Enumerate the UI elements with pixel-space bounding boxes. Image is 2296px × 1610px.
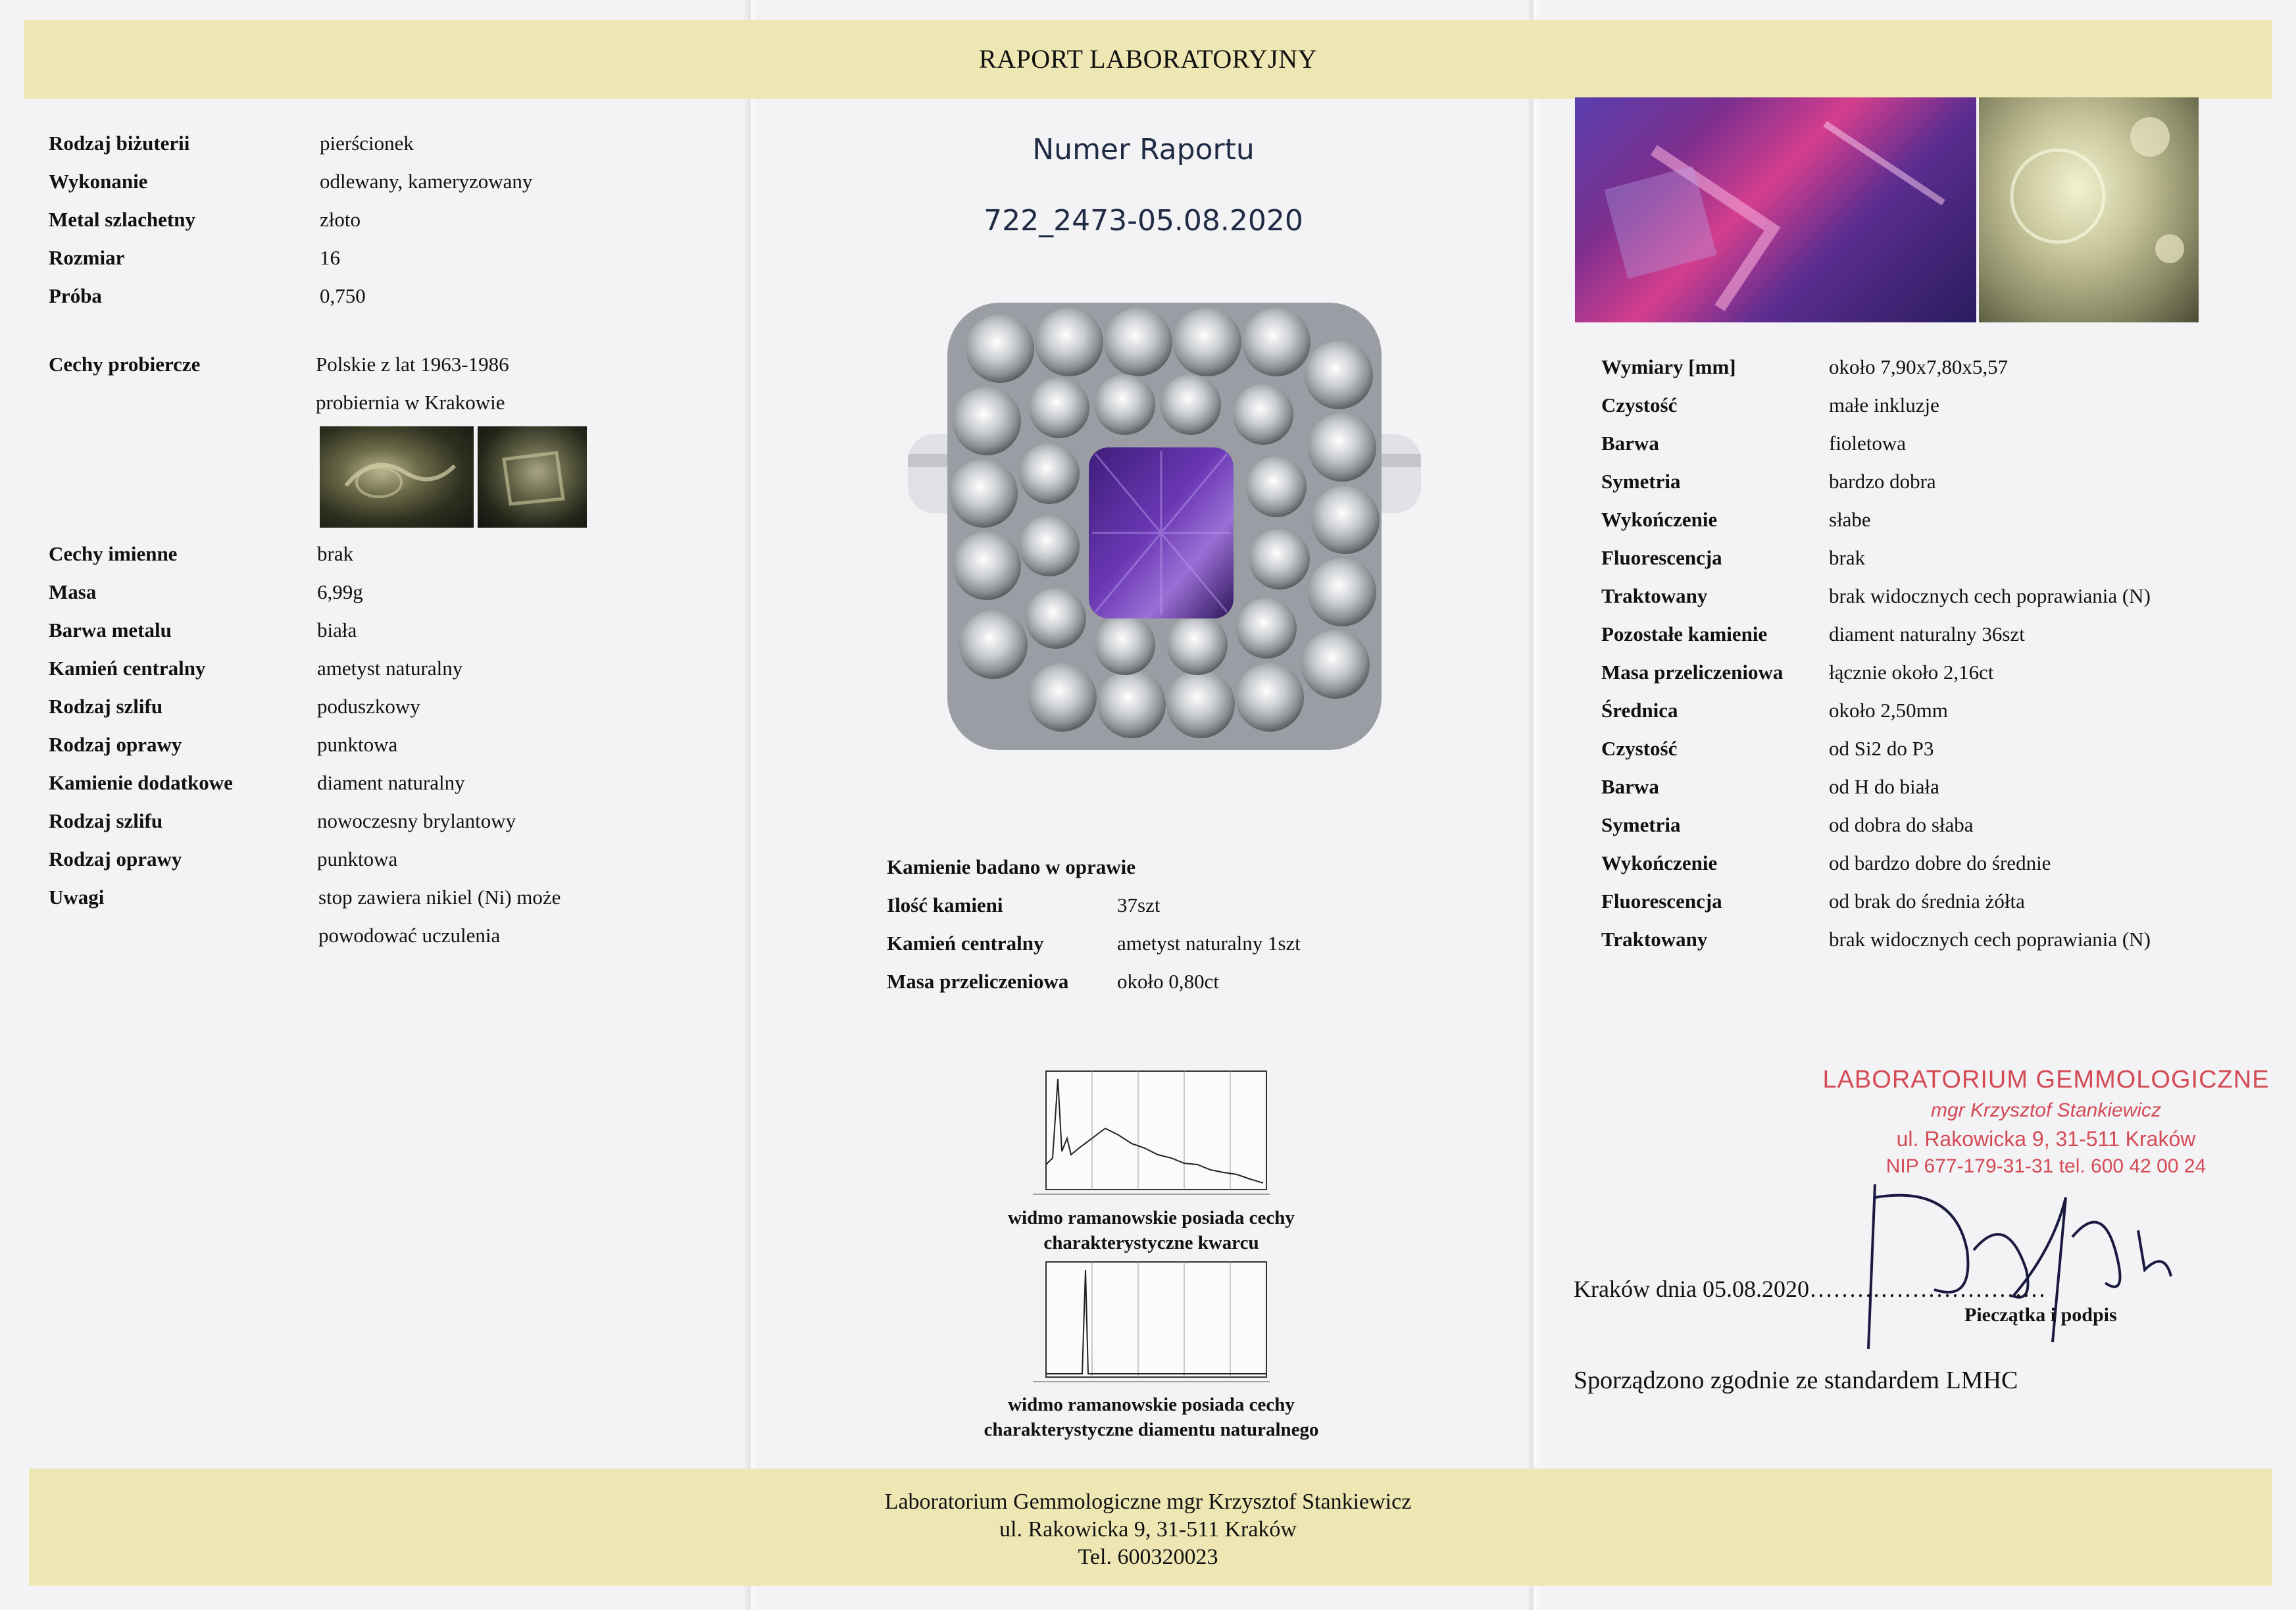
signature-label: Pieczątka i podpis bbox=[1964, 1304, 2117, 1326]
detail-value: od brak do średnia żółta bbox=[1829, 890, 2025, 913]
spectrum-caption-quartz bbox=[947, 1205, 1355, 1255]
spectrum-caption-diamond bbox=[928, 1392, 1375, 1442]
detail-label: Masa przeliczeniowa bbox=[887, 970, 1069, 993]
detail-value: odlewany, kameryzowany bbox=[320, 170, 533, 193]
footer-line: Tel. 600320023 bbox=[1078, 1545, 1218, 1569]
caption-line: widmo ramanowskie posiada cechy bbox=[1008, 1207, 1295, 1228]
detail-value: 6,99g bbox=[317, 580, 363, 603]
detail-value: brak widocznych cech poprawiania (N) bbox=[1829, 584, 2151, 607]
footer-address bbox=[0, 1488, 2296, 1571]
detail-label: Rodzaj oprawy bbox=[49, 733, 182, 756]
caption-line: charakterystyczne diamentu naturalnego bbox=[984, 1419, 1319, 1440]
detail-label: Czystość bbox=[1601, 393, 1678, 416]
detail-label: Uwagi bbox=[49, 886, 105, 909]
detail-label: Metal szlachetny bbox=[49, 208, 195, 231]
detail-value: od bardzo dobre do średnie bbox=[1829, 851, 2051, 874]
detail-value: brak bbox=[317, 542, 354, 565]
footer-line: Laboratorium Gemmologiczne mgr Krzysztof Stankiewicz bbox=[884, 1490, 1412, 1514]
place-date-row bbox=[1574, 1275, 2046, 1303]
detail-label: Rodzaj biżuterii bbox=[49, 132, 190, 155]
detail-value: poduszkowy bbox=[317, 695, 420, 718]
detail-label: Kamień centralny bbox=[887, 932, 1044, 955]
inclusion-photo-diamond bbox=[1979, 97, 2199, 322]
detail-value: brak widocznych cech poprawiania (N) bbox=[1829, 928, 2151, 951]
detail-value: probiernia w Krakowie bbox=[316, 391, 505, 414]
detail-label: Rodzaj szlifu bbox=[49, 695, 163, 718]
detail-value: bardzo dobra bbox=[1829, 470, 1936, 493]
detail-value: brak bbox=[1829, 546, 1866, 569]
inclusion-pattern bbox=[1575, 97, 1976, 322]
detail-value: biała bbox=[317, 618, 357, 641]
detail-value: diament naturalny 36szt bbox=[1829, 622, 2025, 645]
detail-value: Polskie z lat 1963-1986 bbox=[316, 353, 509, 376]
detail-value: łącznie około 2,16ct bbox=[1829, 661, 1994, 684]
detail-label: Ilość kamieni bbox=[887, 893, 1003, 917]
detail-value: 37szt bbox=[1117, 893, 1160, 917]
hallmark-photo-1 bbox=[320, 426, 474, 528]
report-number: 722_2473-05.08.2020 bbox=[984, 204, 1303, 238]
signature bbox=[1855, 1171, 2224, 1355]
detail-value: ametyst naturalny 1szt bbox=[1117, 932, 1301, 955]
report-title: RAPORT LABORATORYJNY bbox=[978, 44, 1317, 74]
detail-value: ametyst naturalny bbox=[317, 657, 463, 680]
detail-label: Wymiary [mm] bbox=[1601, 355, 1736, 378]
detail-value: od Si2 do P3 bbox=[1829, 737, 1934, 760]
detail-label: Cechy probiercze bbox=[49, 353, 201, 376]
detail-label: Próba bbox=[49, 284, 102, 307]
detail-value: punktowa bbox=[317, 733, 398, 756]
detail-value: około 0,80ct bbox=[1117, 970, 1219, 993]
caption-line: widmo ramanowskie posiada cechy bbox=[1008, 1394, 1295, 1415]
detail-label: Rodzaj szlifu bbox=[49, 809, 163, 832]
detail-value: diament naturalny bbox=[317, 771, 465, 794]
detail-value: 0,750 bbox=[320, 284, 366, 307]
hallmark-photo-2 bbox=[478, 426, 587, 528]
detail-label: Pozostałe kamienie bbox=[1601, 622, 1768, 645]
detail-label: Rodzaj oprawy bbox=[49, 847, 182, 870]
detail-value: powodować uczulenia bbox=[318, 924, 501, 947]
stamp-line: LABORATORIUM GEMMOLOGICZNE bbox=[1822, 1066, 2270, 1094]
detail-value: słabe bbox=[1829, 508, 1871, 531]
detail-label: Cechy imienne bbox=[49, 542, 178, 565]
detail-label: Rozmiar bbox=[49, 246, 125, 269]
detail-label: Masa przeliczeniowa bbox=[1601, 661, 1784, 684]
detail-value: pierścionek bbox=[320, 132, 414, 155]
detail-value: około 7,90x7,80x5,57 bbox=[1829, 355, 2009, 378]
detail-label: Wykończenie bbox=[1601, 508, 1718, 531]
detail-label: Wykończenie bbox=[1601, 851, 1718, 874]
detail-label: Średnica bbox=[1601, 699, 1678, 722]
signature-dots: ………………………… bbox=[1809, 1276, 2046, 1302]
detail-label: Symetria bbox=[1601, 813, 1681, 836]
detail-value: złoto bbox=[320, 208, 361, 231]
lab-stamp bbox=[1816, 1066, 2276, 1178]
place-date: Kraków dnia 05.08.2020 bbox=[1574, 1276, 1809, 1302]
detail-label: Traktowany bbox=[1601, 584, 1708, 607]
detail-label: Fluorescencja bbox=[1601, 546, 1722, 569]
detail-value: fioletowa bbox=[1829, 432, 1907, 455]
detail-value: od H do biała bbox=[1829, 775, 1939, 798]
detail-value: od dobra do słaba bbox=[1829, 813, 1974, 836]
fold-line-right bbox=[1526, 0, 1541, 1610]
hallmark-stamp-icon bbox=[320, 426, 474, 528]
raman-spectrum-diamond bbox=[1033, 1257, 1270, 1388]
fold-line-left bbox=[743, 0, 758, 1610]
detail-value: stop zawiera nikiel (Ni) może bbox=[318, 886, 561, 909]
detail-value: małe inkluzje bbox=[1829, 393, 1939, 416]
inclusion-pattern bbox=[1979, 97, 2199, 322]
detail-label: Fluorescencja bbox=[1601, 890, 1722, 913]
detail-value: 16 bbox=[320, 246, 340, 269]
detail-label: Traktowany bbox=[1601, 928, 1708, 951]
footer-line: ul. Rakowicka 9, 31-511 Kraków bbox=[999, 1517, 1297, 1542]
detail-value: około 2,50mm bbox=[1829, 699, 1948, 722]
detail-label: Kamień centralny bbox=[49, 657, 206, 680]
stamp-line: ul. Rakowicka 9, 31-511 Kraków bbox=[1896, 1127, 2196, 1151]
tested-heading-text: Kamienie badano w oprawie bbox=[887, 855, 1136, 878]
ring-illustration bbox=[908, 289, 1421, 763]
detail-label: Barwa bbox=[1601, 775, 1659, 798]
stamp-line: NIP 677-179-31-31 tel. 600 42 00 24 bbox=[1885, 1155, 2207, 1177]
detail-label: Masa bbox=[49, 580, 97, 603]
detail-value: punktowa bbox=[317, 847, 398, 870]
detail-label: Barwa bbox=[1601, 432, 1659, 455]
detail-value: nowoczesny brylantowy bbox=[317, 809, 516, 832]
hallmark-stamp-icon bbox=[478, 426, 587, 528]
detail-label: Symetria bbox=[1601, 470, 1681, 493]
caption-line: charakterystyczne kwarcu bbox=[1043, 1232, 1259, 1253]
detail-label: Wykonanie bbox=[49, 170, 148, 193]
detail-label: Barwa metalu bbox=[49, 618, 172, 641]
standard-note: Sporządzono zgodnie ze standardem LMHC bbox=[1574, 1367, 2018, 1394]
stamp-line: mgr Krzysztof Stankiewicz bbox=[1930, 1099, 2162, 1121]
raman-spectrum-quartz bbox=[1033, 1066, 1270, 1201]
detail-label: Kamienie dodatkowe bbox=[49, 771, 233, 794]
detail-label: Czystość bbox=[1601, 737, 1678, 760]
ring-photo bbox=[908, 289, 1421, 763]
report-number-label: Numer Raportu bbox=[1032, 133, 1255, 166]
inclusion-photo-amethyst bbox=[1575, 97, 1976, 322]
